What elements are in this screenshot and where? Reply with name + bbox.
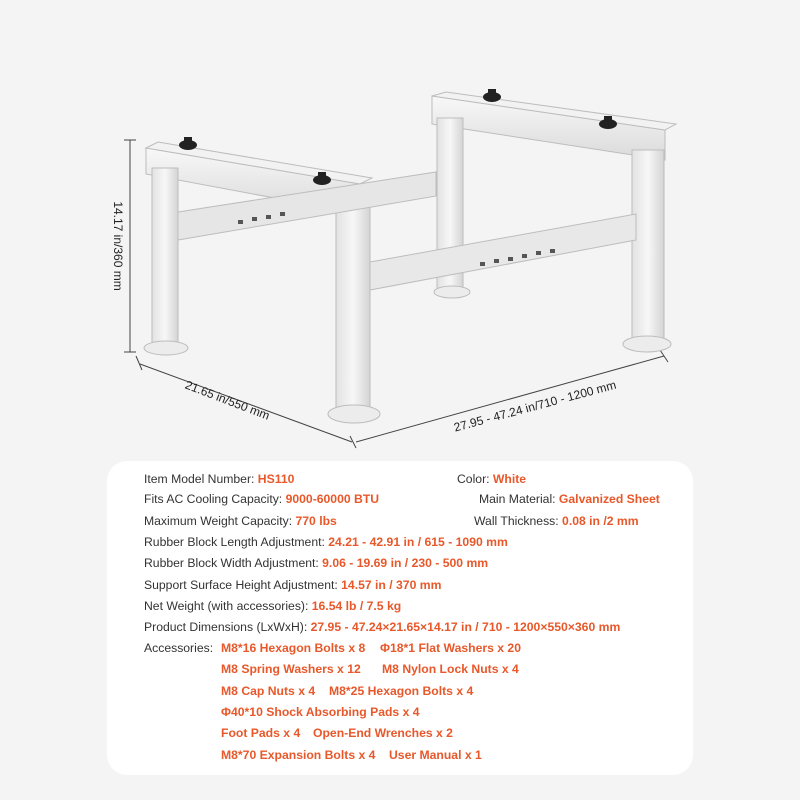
spec-max-weight: Maximum Weight Capacity: 770 lbs xyxy=(144,514,337,528)
spec-color: Color: White xyxy=(457,472,527,486)
accessory-item: M8 Nylon Lock Nuts x 4 xyxy=(382,662,519,676)
front-frame xyxy=(144,142,380,423)
accessory-item: Φ40*10 Shock Absorbing Pads x 4 xyxy=(221,705,420,719)
back-frame xyxy=(432,92,676,352)
accessory-item: Open-End Wrenches x 2 xyxy=(313,726,453,740)
accessory-item: Φ18*1 Flat Washers x 20 xyxy=(380,641,521,655)
spec-thickness: Wall Thickness: 0.08 in /2 mm xyxy=(474,514,639,528)
accessory-item: User Manual x 1 xyxy=(389,748,482,762)
spec-surface-height: Support Surface Height Adjustment: 14.57 in / 370 mm xyxy=(144,578,442,592)
accessory-item: M8 Spring Washers x 12 xyxy=(221,662,361,676)
spec-block-length: Rubber Block Length Adjustment: 24.21 - 42.91 in / 615 - 1090 mm xyxy=(144,535,508,549)
spec-product-dims: Product Dimensions (LxWxH): 27.95 - 47.24×21.65×14.17 in / 710 - 1200×550×360 mm xyxy=(144,620,621,634)
accessory-item: Foot Pads x 4 xyxy=(221,726,301,740)
height-dimension-label: 14.17 in/360 mm xyxy=(111,201,125,291)
accessory-item: M8*16 Hexagon Bolts x 8 xyxy=(221,641,366,655)
accessory-item: M8 Cap Nuts x 4 xyxy=(221,684,316,698)
spec-net-weight: Net Weight (with accessories): 16.54 lb / 7.5 kg xyxy=(144,599,402,613)
accessory-item: M8*70 Expansion Bolts x 4 xyxy=(221,748,376,762)
width-dimension-label: 21.65 in/550 mm xyxy=(183,377,272,423)
spec-model: Item Model Number: HS110 xyxy=(144,472,295,486)
accessories-label: Accessories: xyxy=(144,641,214,655)
spec-material: Main Material: Galvanized Sheet xyxy=(479,492,660,506)
accessory-item: M8*25 Hexagon Bolts x 4 xyxy=(329,684,474,698)
spec-card xyxy=(107,461,693,775)
spec-block-width: Rubber Block Width Adjustment: 9.06 - 19.69 in / 230 - 500 mm xyxy=(144,556,489,570)
spec-capacity: Fits AC Cooling Capacity: 9000-60000 BTU xyxy=(144,492,380,506)
length-dimension-label: 27.95 - 47.24 in/710 - 1200 mm xyxy=(452,377,618,435)
